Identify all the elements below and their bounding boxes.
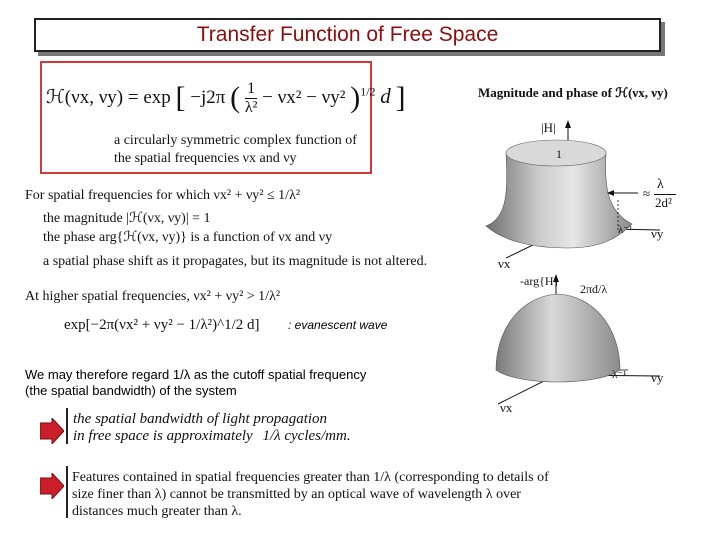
features-line-2: size finer than λ) cannot be transmitted by an optical wave of wavelength λ over [72,487,521,502]
equation-desc-2: the spatial frequencies νx and νy [114,151,297,166]
features-line-1: Features contained in spatial frequencies greater than 1/λ (corresponding to details of [72,470,549,485]
magnitude-surface [486,153,632,248]
figure-heading: Magnitude and phase of ℋ(νx, νy) [478,85,668,100]
evanescent-note: : evanescent wave [288,318,388,332]
transfer-equation [46,80,406,117]
evanescent-equation: exp[−2π(νx² + νy² − 1/λ²)^1/2 d] [64,317,260,333]
equation-lhs: ℋ(νx, νy) = exp [46,86,171,108]
cutoff-line-2: (the spatial bandwidth) of the system [25,383,237,398]
approx-label: ≈ [643,186,651,201]
nu-y-label-2: νy [651,370,664,385]
bandwidth-line-1: the spatial bandwidth of light propagation [73,411,328,427]
higher-freq-line: At higher spatial frequencies, νx² + νy² > 1/λ² [25,289,281,304]
title-box [34,18,661,52]
equation-body: −j2π [190,86,226,108]
cutoff-line-1: We may therefore regard 1/λ as the cutoff spatial frequency [25,367,367,382]
page-title: Transfer Function of Free Space [196,23,499,46]
equation-d: d [380,83,391,108]
two-pi-d-label: 2πd/λ [580,282,608,296]
equation-exponent: 1/2 [360,84,376,99]
mag-label: |H| [541,120,556,135]
nu-y-label: νy [651,226,664,241]
lambda-inv-label: λ⁻¹ [618,224,633,236]
bracket-bar-1 [66,408,68,444]
lambda-label: λ [657,177,664,192]
paren-open: ( [230,80,241,114]
mag-one-label: 1 [556,147,562,161]
features-line-3: distances much greater than λ. [72,504,242,519]
condition-line-2: the magnitude |ℋ(νx, νy)| = 1 [43,211,211,226]
paren-close: ) [350,80,361,114]
phase-dome [496,294,620,382]
bandwidth-line-2b: 1/λ cycles/mm. [262,428,351,444]
condition-line-1: For spatial frequencies for which νx² + νy² ≤ 1/λ² [25,188,301,203]
bandwidth-line-2a: in free space is approximately [73,428,253,444]
red-arrow-1 [40,418,64,444]
bracket-bar-2 [66,466,68,518]
nu-x-label: νx [498,256,511,271]
arg-label: -arg{H} [520,274,560,288]
condition-line-3: the phase arg{ℋ(νx, νy)} is a function of νx and νy [43,230,333,245]
fraction-den: λ² [244,99,258,116]
fraction-num: 1 [245,80,258,99]
fraction [245,80,258,117]
bandwidth-line-2 [73,428,351,445]
lambda-inv-label-2: λ⁻¹ [612,369,627,381]
two-d2-label: 2d² [655,195,672,210]
equation-terms: − νx² − νy² [262,86,346,108]
equation-desc-1: a circularly symmetric complex function of [114,133,357,148]
bracket-close: ] [395,80,406,114]
nu-x-label-2: νx [500,400,513,415]
red-arrow-2 [40,473,64,499]
condition-line-4: a spatial phase shift as it propagates, but its magnitude is not altered. [43,254,428,269]
bracket-open: [ [175,80,186,114]
mag-axis-arrowhead [565,120,571,128]
